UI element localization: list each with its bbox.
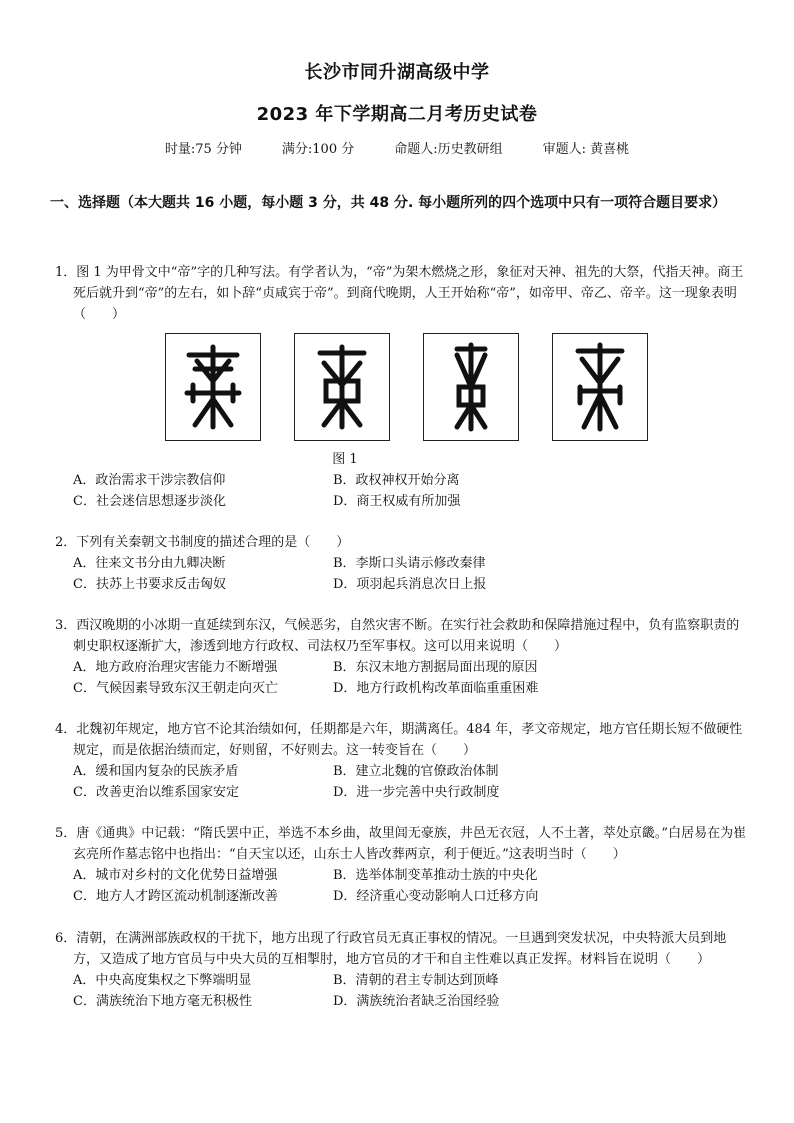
question-stem: 3．西汉晚期的小冰期一直延续到东汉，气候恶劣，自然灾害不断。在实行社会救助和保障措施过程中，负有监察职责的刺史职权逐渐扩大，渗透到地方行政权、司法权乃至军事权。这可以用来说明（ ） [55, 618, 740, 654]
exam-score: 满分:100 分 [281, 142, 355, 157]
option-d[interactable]: D．商王权威有所加强 [333, 494, 461, 509]
question-stem: 2．下列有关秦朝文书制度的描述合理的是（ ） [55, 535, 350, 550]
question-stem: 1．图 1 为甲骨文中“帝”字的几种写法。有学者认为，“帝”为架木燃烧之形，象征对天神、祖先的大祭，代指天神。商王死后就升到“帝”的左右，如卜辞“贞咸宾于帝”。到商代晚期，人王开始称“帝”，如帝甲、帝乙、帝辛。这一现象表明（ ） [55, 265, 744, 322]
option-d[interactable]: D．进一步完善中央行政制度 [333, 785, 500, 800]
question-3 [55, 615, 750, 699]
exam-time: 时量:75 分钟 [164, 142, 242, 157]
option-c[interactable]: C．满族统治下地方毫无积极性 [73, 994, 252, 1009]
option-a[interactable]: A．中央高度集权之下弊端明显 [73, 973, 252, 988]
question-2 [55, 532, 750, 595]
question-1 [55, 262, 750, 512]
option-c[interactable]: C．改善吏治以维系国家安定 [73, 785, 239, 800]
exam-title: 2023 年下学期高二月考历史试卷 [256, 104, 538, 125]
option-d[interactable]: D．项羽起兵消息次日上报 [333, 577, 487, 592]
oracle-glyph-1 [165, 333, 261, 441]
exam-setter: 命题人:历史教研组 [394, 142, 503, 157]
option-a[interactable]: A．城市对乡村的文化优势日益增强 [73, 868, 278, 883]
section-heading: 一、选择题（本大题共 16 小题，每小题 3 分，共 48 分. 每小题所列的四个选项中只有一项符合题目要求） [50, 195, 727, 211]
oracle-glyph-3 [423, 333, 519, 441]
option-b[interactable]: B．建立北魏的官僚政治体制 [333, 764, 499, 779]
question-6 [55, 928, 750, 1012]
question-5 [55, 823, 750, 907]
exam-meta [0, 138, 794, 157]
answer-options [55, 865, 750, 907]
exam-reviewer: 审题人: 黄喜桃 [542, 142, 630, 157]
answer-options [55, 470, 750, 512]
option-c[interactable]: C．气候因素导致东汉王朝走向灭亡 [73, 681, 278, 696]
option-b[interactable]: B．政权神权开始分离 [333, 473, 460, 488]
oracle-glyph-4 [552, 333, 648, 441]
option-c[interactable]: C．社会迷信思想逐步淡化 [73, 494, 226, 509]
oracle-glyph-2 [294, 333, 390, 441]
option-b[interactable]: B．李斯口头请示修改秦律 [333, 556, 486, 571]
option-c[interactable]: C．扶苏上书要求反击匈奴 [73, 577, 226, 592]
question-4 [55, 719, 750, 803]
question-stem: 4．北魏初年规定，地方官不论其治绩如何，任期都是六年，期满离任。484 年，孝文帝规定，地方官任期长短不做硬性规定，而是依据治绩而定，好则留，不好则去。这一转变旨在（ ） [55, 722, 743, 758]
question-stem: 6．清朝，在满洲部族政权的干扰下，地方出现了行政官员无真正事权的情况。一旦遇到突发状况，中央特派大员到地方，又造成了地方官员与中央大员的互相掣肘，地方官员的才干和自主性难以真正发挥。材料旨在说明（ ） [55, 931, 727, 967]
option-d[interactable]: D．满族统治者缺乏治国经验 [333, 994, 500, 1009]
answer-options [55, 761, 750, 803]
option-a[interactable]: A．地方政府治理灾害能力不断增强 [73, 660, 278, 675]
option-b[interactable]: B．东汉末地方割据局面出现的原因 [333, 660, 538, 675]
oracle-bone-figure [165, 333, 750, 441]
answer-options [55, 553, 750, 595]
option-d[interactable]: D．经济重心变动影响人口迁移方向 [333, 889, 539, 904]
option-b[interactable]: B．选举体制变革推动士族的中央化 [333, 868, 538, 883]
answer-options [55, 970, 750, 1012]
option-a[interactable]: A．往来文书分由九卿决断 [73, 556, 226, 571]
option-a[interactable]: A．政治需求干涉宗教信仰 [73, 473, 226, 488]
option-b[interactable]: B．清朝的君主专制达到顶峰 [333, 973, 499, 988]
school-name: 长沙市同升湖高级中学 [304, 62, 490, 83]
answer-options [55, 657, 750, 699]
option-d[interactable]: D．地方行政机构改革面临重重困难 [333, 681, 539, 696]
option-a[interactable]: A．缓和国内复杂的民族矛盾 [73, 764, 239, 779]
figure-caption: 图 1 [332, 452, 358, 467]
option-c[interactable]: C．地方人才跨区流动机制逐渐改善 [73, 889, 278, 904]
question-stem: 5．唐《通典》中记载：“隋氏罢中正，举选不本乡曲，故里闾无豪族，井邑无衣冠，人不土著，萃处京畿。”白居易在为崔玄亮所作墓志铭中也指出：“自天宝以还，山东士人皆改葬两京，利于便近。”这表明当时（ ） [55, 826, 747, 862]
